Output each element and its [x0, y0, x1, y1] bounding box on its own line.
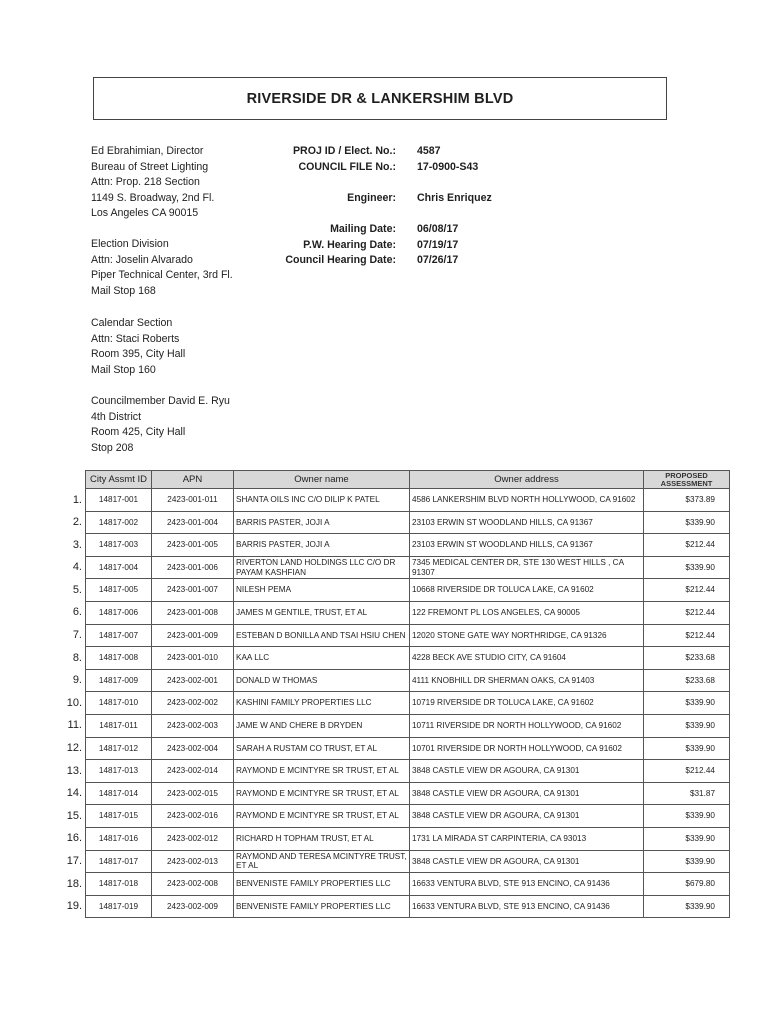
cell-owner-address: 10711 RIVERSIDE DR NORTH HOLLYWOOD, CA 91602 [410, 714, 644, 737]
cell-city-assmt-id: 14817-013 [86, 760, 152, 783]
cell-proposed-assessment: $31.87 [644, 782, 730, 805]
address-line: Stop 208 [91, 441, 134, 454]
cell-owner-name: SHANTA OILS INC C/O DILIP K PATEL [234, 489, 410, 512]
cell-apn: 2423-002-001 [152, 669, 234, 692]
cell-apn: 2423-002-003 [152, 714, 234, 737]
table-row [86, 669, 730, 692]
cell-proposed-assessment: $339.90 [644, 692, 730, 715]
cell-apn: 2423-002-009 [152, 895, 234, 918]
row-number: 15. [66, 809, 82, 822]
cell-apn: 2423-001-008 [152, 601, 234, 624]
table-row [86, 601, 730, 624]
cell-city-assmt-id: 14817-005 [86, 579, 152, 602]
cell-owner-name: KASHINI FAMILY PROPERTIES LLC [234, 692, 410, 715]
cell-proposed-assessment: $212.44 [644, 579, 730, 602]
cell-city-assmt-id: 14817-017 [86, 850, 152, 873]
cell-apn: 2423-002-016 [152, 805, 234, 828]
table-row [86, 489, 730, 512]
cell-proposed-assessment: $339.90 [644, 511, 730, 534]
cell-city-assmt-id: 14817-012 [86, 737, 152, 760]
cell-owner-name: JAMES M GENTILE, TRUST, ET AL [234, 601, 410, 624]
address-line: 4th District [91, 410, 142, 423]
cell-owner-name: RAYMOND E MCINTYRE SR TRUST, ET AL [234, 760, 410, 783]
table-row [86, 692, 730, 715]
row-number: 6. [72, 606, 82, 619]
cell-city-assmt-id: 14817-008 [86, 647, 152, 670]
row-number: 10. [66, 696, 82, 709]
cell-owner-name: SARAH A RUSTAM CO TRUST, ET AL [234, 737, 410, 760]
cell-owner-name: RAYMOND AND TERESA MCINTYRE TRUST, ET AL [234, 850, 410, 873]
address-line: Los Angeles CA 90015 [91, 207, 199, 220]
row-number: 11. [67, 719, 82, 732]
table-row [86, 827, 730, 850]
council-hearing-label: Council Hearing Date: [285, 254, 396, 267]
row-number: 17. [66, 855, 82, 867]
cell-owner-address: 122 FREMONT PL LOS ANGELES, CA 90005 [410, 601, 644, 624]
row-number: 3. [72, 538, 82, 551]
cell-city-assmt-id: 14817-007 [86, 624, 152, 647]
col-header-owner-name: Owner name [234, 471, 410, 489]
cell-owner-name: BARRIS PASTER, JOJI A [234, 511, 410, 534]
engineer-label: Engineer: [347, 191, 396, 204]
table-row [86, 760, 730, 783]
row-number: 7. [72, 629, 82, 642]
cell-owner-name: DONALD W THOMAS [234, 669, 410, 692]
cell-city-assmt-id: 14817-006 [86, 601, 152, 624]
cell-apn: 2423-001-004 [152, 511, 234, 534]
engineer-value: Chris Enriquez [417, 191, 492, 204]
council-hearing-value: 07/26/17 [417, 254, 459, 267]
address-line: Mail Stop 160 [91, 363, 156, 376]
cell-apn: 2423-002-014 [152, 760, 234, 783]
address-line: Attn: Joselin Alvarado [91, 253, 193, 266]
row-number-column [58, 489, 82, 918]
cell-city-assmt-id: 14817-009 [86, 669, 152, 692]
cell-owner-address: 4586 LANKERSHIM BLVD NORTH HOLLYWOOD, CA 91602 [410, 489, 644, 512]
address-line: Attn: Staci Roberts [91, 332, 180, 345]
address-block-street-lighting [91, 144, 214, 222]
table-row [86, 714, 730, 737]
row-number: 9. [72, 674, 82, 687]
address-line: Calendar Section [91, 317, 173, 329]
row-number: 5. [72, 583, 82, 596]
cell-apn: 2423-002-008 [152, 873, 234, 896]
project-labels [246, 144, 396, 269]
cell-owner-address: 10668 RIVERSIDE DR TOLUCA LAKE, CA 91602 [410, 579, 644, 602]
row-number: 19. [66, 900, 82, 913]
cell-proposed-assessment: $339.90 [644, 827, 730, 850]
cell-city-assmt-id: 14817-019 [86, 895, 152, 918]
cell-city-assmt-id: 14817-003 [86, 534, 152, 557]
cell-owner-name: KAA LLC [234, 647, 410, 670]
cell-city-assmt-id: 14817-001 [86, 489, 152, 512]
cell-owner-address: 3848 CASTLE VIEW DR AGOURA, CA 91301 [410, 782, 644, 805]
row-number: 4. [72, 561, 82, 574]
cell-city-assmt-id: 14817-011 [86, 714, 152, 737]
cell-owner-address: 4228 BECK AVE STUDIO CITY, CA 91604 [410, 647, 644, 670]
cell-apn: 2423-002-012 [152, 827, 234, 850]
table-row [86, 579, 730, 602]
cell-apn: 2423-001-010 [152, 647, 234, 670]
cell-proposed-assessment: $339.90 [644, 556, 730, 579]
mailing-date-value: 06/08/17 [417, 222, 459, 235]
cell-apn: 2423-001-009 [152, 624, 234, 647]
table-row [86, 624, 730, 647]
cell-apn: 2423-002-013 [152, 850, 234, 873]
cell-city-assmt-id: 14817-002 [86, 511, 152, 534]
cell-proposed-assessment: $373.89 [644, 489, 730, 512]
cell-owner-address: 3848 CASTLE VIEW DR AGOURA, CA 91301 [410, 850, 644, 873]
cell-owner-address: 12020 STONE GATE WAY NORTHRIDGE, CA 91326 [410, 624, 644, 647]
cell-owner-address: 10719 RIVERSIDE DR TOLUCA LAKE, CA 91602 [410, 692, 644, 715]
col-header-owner-address: Owner address [410, 471, 644, 489]
cell-owner-address: 16633 VENTURA BLVD, STE 913 ENCINO, CA 91436 [410, 873, 644, 896]
cell-city-assmt-id: 14817-018 [86, 873, 152, 896]
cell-proposed-assessment: $212.44 [644, 624, 730, 647]
mailing-date-label: Mailing Date: [330, 222, 396, 235]
address-line: Attn: Prop. 218 Section [91, 176, 200, 189]
proj-id-value: 4587 [417, 145, 441, 157]
address-block-calendar-section [91, 316, 185, 378]
table-row [86, 850, 730, 873]
address-line: 1149 S. Broadway, 2nd Fl. [91, 191, 215, 204]
cell-city-assmt-id: 14817-015 [86, 805, 152, 828]
cell-owner-name: RAYMOND E MCINTYRE SR TRUST, ET AL [234, 782, 410, 805]
row-number: 1. [72, 493, 82, 506]
table-body [86, 489, 730, 918]
cell-owner-address: 3848 CASTLE VIEW DR AGOURA, CA 91301 [410, 760, 644, 783]
table-row [86, 556, 730, 579]
table-row [86, 534, 730, 557]
document-title-box [93, 77, 667, 120]
cell-apn: 2423-002-015 [152, 782, 234, 805]
cell-owner-name: BENVENISTE FAMILY PROPERTIES LLC [234, 895, 410, 918]
cell-owner-name: BARRIS PASTER, JOJI A [234, 534, 410, 557]
cell-owner-name: RICHARD H TOPHAM TRUST, ET AL [234, 827, 410, 850]
address-block-councilmember [91, 394, 230, 456]
row-number: 2. [72, 516, 82, 529]
row-number: 16. [66, 832, 82, 845]
col-header-proposed-assessment: PROPOSED ASSESSMENT [644, 471, 730, 489]
cell-owner-address: 23103 ERWIN ST WOODLAND HILLS, CA 91367 [410, 534, 644, 557]
address-line: Room 395, City Hall [91, 348, 186, 361]
row-number: 14. [66, 787, 82, 800]
cell-proposed-assessment: $212.44 [644, 601, 730, 624]
proj-id-label: PROJ ID / Elect. No.: [292, 145, 396, 157]
cell-proposed-assessment: $212.44 [644, 760, 730, 783]
table-header-row [86, 471, 730, 489]
document-title: RIVERSIDE DR & LANKERSHIM BLVD [246, 90, 514, 107]
cell-proposed-assessment: $679.80 [644, 873, 730, 896]
council-file-label: COUNCIL FILE No.: [298, 160, 396, 173]
cell-owner-name: RAYMOND E MCINTYRE SR TRUST, ET AL [234, 805, 410, 828]
cell-city-assmt-id: 14817-004 [86, 556, 152, 579]
cell-proposed-assessment: $233.68 [644, 669, 730, 692]
address-line: Councilmember David E. Ryu [91, 395, 230, 407]
cell-proposed-assessment: $339.90 [644, 850, 730, 873]
table-row [86, 805, 730, 828]
cell-owner-address: 4111 KNOBHILL DR SHERMAN OAKS, CA 91403 [410, 669, 644, 692]
row-number: 18. [66, 877, 82, 890]
cell-apn: 2423-001-005 [152, 534, 234, 557]
cell-city-assmt-id: 14817-014 [86, 782, 152, 805]
cell-proposed-assessment: $339.90 [644, 895, 730, 918]
cell-owner-address: 7345 MEDICAL CENTER DR, STE 130 WEST HILLS , CA 91307 [410, 556, 644, 579]
table-row [86, 895, 730, 918]
pw-hearing-value: 07/19/17 [417, 238, 459, 251]
col-header-city-assmt-id: City Assmt ID [86, 471, 152, 489]
cell-proposed-assessment: $339.90 [644, 805, 730, 828]
address-block-election-division [91, 237, 233, 299]
cell-apn: 2423-002-004 [152, 737, 234, 760]
address-line: Election Division [91, 238, 169, 250]
address-line: Mail Stop 168 [91, 284, 156, 297]
cell-owner-name: JAME W AND CHERE B DRYDEN [234, 714, 410, 737]
cell-apn: 2423-002-002 [152, 692, 234, 715]
cell-owner-name: ESTEBAN D BONILLA AND TSAI HSIU CHEN [234, 624, 410, 647]
address-line: Bureau of Street Lighting [91, 160, 209, 173]
cell-apn: 2423-001-007 [152, 579, 234, 602]
address-line: Room 425, City Hall [91, 426, 186, 439]
table-row [86, 873, 730, 896]
address-line: Ed Ebrahimian, Director [91, 145, 204, 157]
cell-apn: 2423-001-011 [152, 489, 234, 512]
cell-apn: 2423-001-006 [152, 556, 234, 579]
cell-proposed-assessment: $339.90 [644, 737, 730, 760]
cell-proposed-assessment: $212.44 [644, 534, 730, 557]
row-number: 8. [72, 651, 82, 664]
cell-proposed-assessment: $233.68 [644, 647, 730, 670]
council-file-value: 17-0900-S43 [417, 160, 479, 173]
cell-proposed-assessment: $339.90 [644, 714, 730, 737]
cell-owner-name: NILESH PEMA [234, 579, 410, 602]
table-row [86, 647, 730, 670]
cell-owner-address: 3848 CASTLE VIEW DR AGOURA, CA 91301 [410, 805, 644, 828]
pw-hearing-label: P.W. Hearing Date: [303, 238, 396, 251]
row-number: 13. [66, 764, 82, 777]
table-row [86, 511, 730, 534]
row-number: 12. [66, 742, 82, 755]
address-line: Piper Technical Center, 3rd Fl. [91, 269, 233, 282]
cell-owner-address: 1731 LA MIRADA ST CARPINTERIA, CA 93013 [410, 827, 644, 850]
table-row [86, 737, 730, 760]
cell-owner-address: 10701 RIVERSIDE DR NORTH HOLLYWOOD, CA 91602 [410, 737, 644, 760]
cell-city-assmt-id: 14817-016 [86, 827, 152, 850]
assessment-table [85, 470, 730, 918]
table-row [86, 782, 730, 805]
cell-owner-address: 23103 ERWIN ST WOODLAND HILLS, CA 91367 [410, 511, 644, 534]
cell-owner-name: RIVERTON LAND HOLDINGS LLC C/O DR PAYAM KASHFIAN [234, 556, 410, 579]
cell-owner-address: 16633 VENTURA BLVD, STE 913 ENCINO, CA 91436 [410, 895, 644, 918]
project-values [417, 144, 492, 269]
cell-owner-name: BENVENISTE FAMILY PROPERTIES LLC [234, 873, 410, 896]
cell-city-assmt-id: 14817-010 [86, 692, 152, 715]
col-header-apn: APN [152, 471, 234, 489]
